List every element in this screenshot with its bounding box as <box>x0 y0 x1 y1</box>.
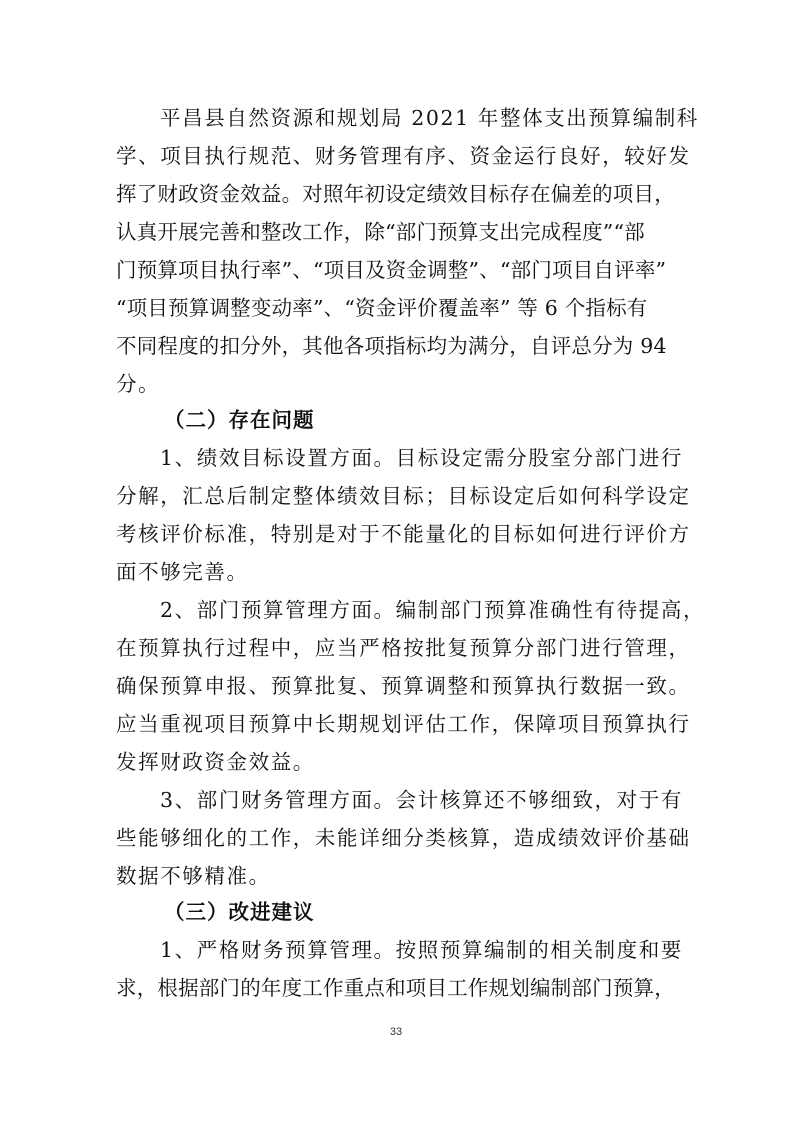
problem-2-line-2: 在预算执行过程中，应当严格按批复预算分部门进行管理， <box>116 636 691 660</box>
paragraph-1-line-7: 不同程度的扣分外，其他各项指标均为满分，自评总分为 94 <box>116 334 667 358</box>
paragraph-1-line-6: “项目预算调整变动率”、“资金评价覆盖率” 等 6 个指标有 <box>116 296 648 320</box>
paragraph-1-line-3: 挥了财政资金效益。对照年初设定绩效目标存在偏差的项目， <box>116 182 675 206</box>
problem-3-line-3: 数据不够精准。 <box>116 864 271 888</box>
suggestion-1-line-1: 1、严格财务预算管理。按照预算编制的相关制度和要 <box>160 938 683 962</box>
paragraph-1-line-5: 门预算项目执行率”、“项目及资金调整”、“部门项目自评率” <box>116 258 667 282</box>
paragraph-1-line-4: 认真开展完善和整改工作，除“部门预算支出完成程度”“部 <box>116 220 645 244</box>
problem-2-line-5: 发挥财政资金效益。 <box>116 750 315 774</box>
problem-1-line-2: 分解，汇总后制定整体绩效目标；目标设定后如何科学设定 <box>116 484 691 508</box>
paragraph-1-line-1: 平昌县自然资源和规划局 2021 年整体支出预算编制科 <box>160 106 699 130</box>
problem-2-line-1: 2、部门预算管理方面。编制部门预算准确性有待提高， <box>160 598 706 622</box>
paragraph-1-line-2: 学、项目执行规范、财务管理有序、资金运行良好，较好发 <box>116 144 691 168</box>
problem-1-line-4: 面不够完善。 <box>116 560 249 584</box>
problem-2-line-4: 应当重视项目预算中长期规划评估工作，保障项目预算执行 <box>116 712 691 736</box>
problem-3-line-1: 3、部门财务管理方面。会计核算还不够细致，对于有 <box>160 788 683 812</box>
problem-1-line-3: 考核评价标准，特别是对于不能量化的目标如何进行评价方 <box>116 522 691 546</box>
section-heading-suggestions: （三）改进建议 <box>164 900 315 924</box>
problem-1-line-1: 1、绩效目标设置方面。目标设定需分股室分部门进行 <box>160 446 683 470</box>
paragraph-1-line-8: 分。 <box>116 372 161 396</box>
problem-2-line-3: 确保预算申报、预算批复、预算调整和预算执行数据一致。 <box>116 674 691 698</box>
page-number: 33 <box>389 1026 403 1038</box>
problem-3-line-2: 些能够细化的工作，未能详细分类核算，造成绩效评价基础 <box>116 826 691 850</box>
suggestion-1-line-2: 求，根据部门的年度工作重点和项目工作规划编制部门预算， <box>116 976 675 1000</box>
section-heading-problems: （二）存在问题 <box>164 408 315 432</box>
